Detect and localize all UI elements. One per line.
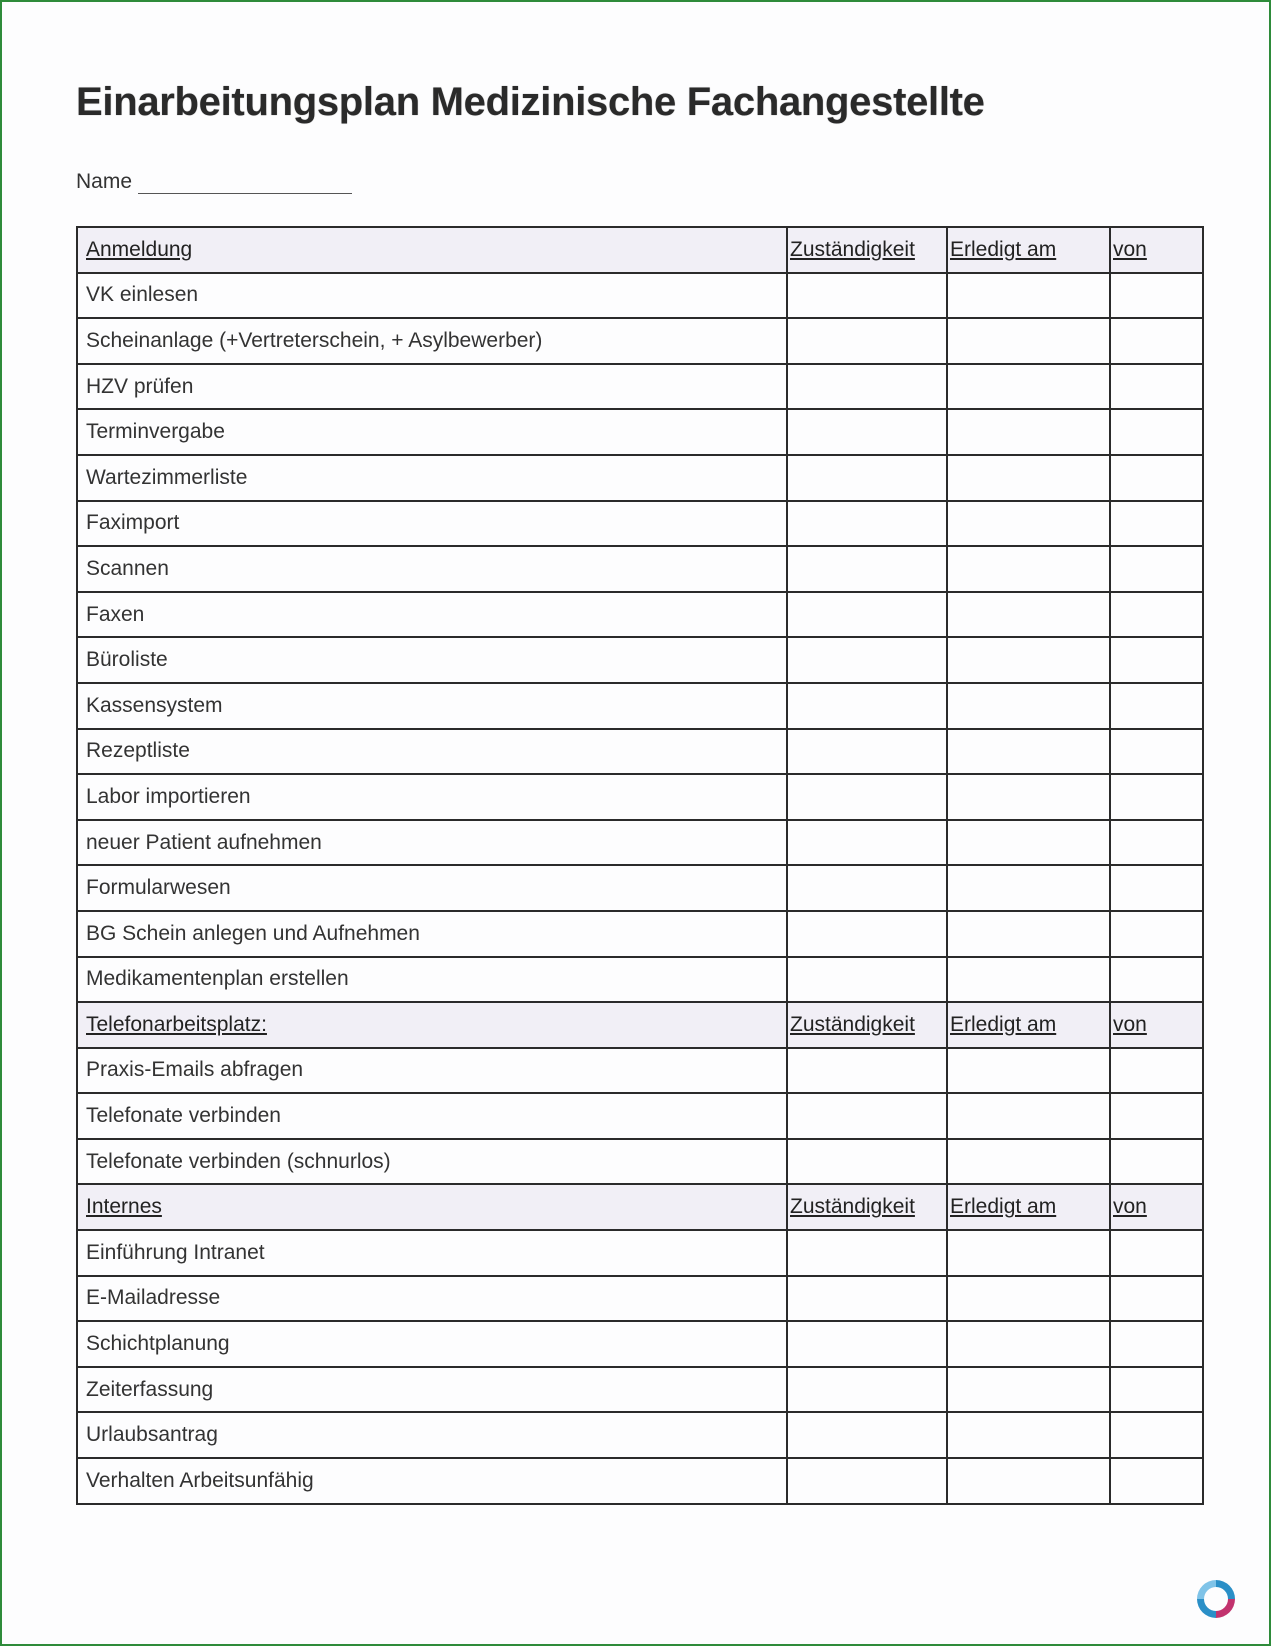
done-date-cell[interactable]	[947, 501, 1110, 547]
responsibility-cell[interactable]	[787, 592, 947, 638]
task-label: Büroliste	[77, 637, 787, 683]
task-label: Telefonate verbinden (schnurlos)	[77, 1139, 787, 1185]
done-date-cell[interactable]	[947, 1321, 1110, 1367]
task-label: Wartezimmerliste	[77, 455, 787, 501]
by-cell[interactable]	[1110, 637, 1203, 683]
task-label: Scheinanlage (+Vertreterschein, + Asylbewerber)	[77, 318, 787, 364]
table-row	[77, 820, 1203, 866]
done-date-cell[interactable]	[947, 1276, 1110, 1322]
table-row	[77, 1276, 1203, 1322]
table-row	[77, 455, 1203, 501]
task-label: Einführung Intranet	[77, 1230, 787, 1276]
task-label: BG Schein anlegen und Aufnehmen	[77, 911, 787, 957]
table-row	[77, 729, 1203, 775]
table-row	[77, 1048, 1203, 1094]
responsibility-cell[interactable]	[787, 318, 947, 364]
by-cell[interactable]	[1110, 1139, 1203, 1185]
done-date-cell[interactable]	[947, 1412, 1110, 1458]
responsibility-cell[interactable]	[787, 1048, 947, 1094]
done-date-cell[interactable]	[947, 318, 1110, 364]
task-label: Formularwesen	[77, 865, 787, 911]
table-row	[77, 364, 1203, 410]
responsibility-cell[interactable]	[787, 1367, 947, 1413]
by-cell[interactable]	[1110, 820, 1203, 866]
by-cell[interactable]	[1110, 1048, 1203, 1094]
responsibility-cell[interactable]	[787, 546, 947, 592]
column-header-done-date: Erledigt am	[947, 1184, 1110, 1230]
by-cell[interactable]	[1110, 1412, 1203, 1458]
done-date-cell[interactable]	[947, 1093, 1110, 1139]
task-label: Urlaubsantrag	[77, 1412, 787, 1458]
table-row	[77, 546, 1203, 592]
by-cell[interactable]	[1110, 1321, 1203, 1367]
column-header-by: von	[1110, 1184, 1203, 1230]
responsibility-cell[interactable]	[787, 865, 947, 911]
responsibility-cell[interactable]	[787, 1139, 947, 1185]
done-date-cell[interactable]	[947, 1458, 1110, 1504]
table-row	[77, 1458, 1203, 1504]
by-cell[interactable]	[1110, 1230, 1203, 1276]
section-title: Telefonarbeitsplatz:	[77, 1002, 787, 1048]
responsibility-cell[interactable]	[787, 455, 947, 501]
task-label: Scannen	[77, 546, 787, 592]
done-date-cell[interactable]	[947, 729, 1110, 775]
responsibility-cell[interactable]	[787, 1230, 947, 1276]
task-label: Schichtplanung	[77, 1321, 787, 1367]
responsibility-cell[interactable]	[787, 1412, 947, 1458]
responsibility-cell[interactable]	[787, 957, 947, 1003]
column-header-responsibility: Zuständigkeit	[787, 227, 947, 273]
table-row	[77, 273, 1203, 319]
done-date-cell[interactable]	[947, 637, 1110, 683]
by-cell[interactable]	[1110, 1093, 1203, 1139]
table-row	[77, 1139, 1203, 1185]
task-label: VK einlesen	[77, 273, 787, 319]
table-row	[77, 1412, 1203, 1458]
task-label: Terminvergabe	[77, 409, 787, 455]
circular-arrows-logo-icon	[1193, 1576, 1239, 1622]
responsibility-cell[interactable]	[787, 501, 947, 547]
responsibility-cell[interactable]	[787, 1321, 947, 1367]
section-title: Anmeldung	[77, 227, 787, 273]
table-row	[77, 1321, 1203, 1367]
by-cell[interactable]	[1110, 729, 1203, 775]
task-label: E-Mailadresse	[77, 1276, 787, 1322]
column-header-by: von	[1110, 1002, 1203, 1048]
table-row	[77, 865, 1203, 911]
done-date-cell[interactable]	[947, 683, 1110, 729]
task-label: neuer Patient aufnehmen	[77, 820, 787, 866]
done-date-cell[interactable]	[947, 820, 1110, 866]
task-label: Faximport	[77, 501, 787, 547]
section-header-row	[77, 1002, 1203, 1048]
responsibility-cell[interactable]	[787, 820, 947, 866]
task-label: Rezeptliste	[77, 729, 787, 775]
table-row	[77, 409, 1203, 455]
task-label: Medikamentenplan erstellen	[77, 957, 787, 1003]
responsibility-cell[interactable]	[787, 273, 947, 319]
section-title: Internes	[77, 1184, 787, 1230]
responsibility-cell[interactable]	[787, 1276, 947, 1322]
section-header-row	[77, 1184, 1203, 1230]
name-field-row	[76, 170, 352, 194]
by-cell[interactable]	[1110, 774, 1203, 820]
done-date-cell[interactable]	[947, 1230, 1110, 1276]
responsibility-cell[interactable]	[787, 1458, 947, 1504]
table-row	[77, 1230, 1203, 1276]
done-date-cell[interactable]	[947, 1367, 1110, 1413]
by-cell[interactable]	[1110, 409, 1203, 455]
table-row	[77, 911, 1203, 957]
responsibility-cell[interactable]	[787, 409, 947, 455]
responsibility-cell[interactable]	[787, 683, 947, 729]
by-cell[interactable]	[1110, 501, 1203, 547]
responsibility-cell[interactable]	[787, 729, 947, 775]
task-label: Verhalten Arbeitsunfähig	[77, 1458, 787, 1504]
done-date-cell[interactable]	[947, 546, 1110, 592]
by-cell[interactable]	[1110, 957, 1203, 1003]
onboarding-table	[76, 226, 1204, 1505]
page-title: Einarbeitungsplan Medizinische Fachangestellte	[76, 80, 985, 124]
column-header-done-date: Erledigt am	[947, 227, 1110, 273]
done-date-cell[interactable]	[947, 592, 1110, 638]
by-cell[interactable]	[1110, 1458, 1203, 1504]
by-cell[interactable]	[1110, 865, 1203, 911]
responsibility-cell[interactable]	[787, 774, 947, 820]
name-label: Name	[76, 170, 133, 193]
table-row	[77, 637, 1203, 683]
by-cell[interactable]	[1110, 683, 1203, 729]
table-row	[77, 683, 1203, 729]
task-label: Labor importieren	[77, 774, 787, 820]
table-row	[77, 774, 1203, 820]
responsibility-cell[interactable]	[787, 364, 947, 410]
table-row	[77, 957, 1203, 1003]
name-input-line[interactable]	[138, 171, 352, 194]
table-row	[77, 501, 1203, 547]
column-header-by: von	[1110, 227, 1203, 273]
column-header-done-date: Erledigt am	[947, 1002, 1110, 1048]
done-date-cell[interactable]	[947, 409, 1110, 455]
by-cell[interactable]	[1110, 364, 1203, 410]
by-cell[interactable]	[1110, 1367, 1203, 1413]
by-cell[interactable]	[1110, 318, 1203, 364]
responsibility-cell[interactable]	[787, 637, 947, 683]
done-date-cell[interactable]	[947, 273, 1110, 319]
done-date-cell[interactable]	[947, 774, 1110, 820]
by-cell[interactable]	[1110, 455, 1203, 501]
task-label: Faxen	[77, 592, 787, 638]
done-date-cell[interactable]	[947, 455, 1110, 501]
responsibility-cell[interactable]	[787, 1093, 947, 1139]
task-label: HZV prüfen	[77, 364, 787, 410]
done-date-cell[interactable]	[947, 364, 1110, 410]
by-cell[interactable]	[1110, 546, 1203, 592]
done-date-cell[interactable]	[947, 911, 1110, 957]
done-date-cell[interactable]	[947, 1139, 1110, 1185]
done-date-cell[interactable]	[947, 865, 1110, 911]
section-header-row	[77, 227, 1203, 273]
done-date-cell[interactable]	[947, 1048, 1110, 1094]
column-header-responsibility: Zuständigkeit	[787, 1184, 947, 1230]
table-row	[77, 318, 1203, 364]
table-row	[77, 1093, 1203, 1139]
task-label: Zeiterfassung	[77, 1367, 787, 1413]
by-cell[interactable]	[1110, 592, 1203, 638]
by-cell[interactable]	[1110, 911, 1203, 957]
task-label: Praxis-Emails abfragen	[77, 1048, 787, 1094]
table-row	[77, 1367, 1203, 1413]
responsibility-cell[interactable]	[787, 911, 947, 957]
by-cell[interactable]	[1110, 273, 1203, 319]
table-row	[77, 592, 1203, 638]
task-label: Kassensystem	[77, 683, 787, 729]
done-date-cell[interactable]	[947, 957, 1110, 1003]
by-cell[interactable]	[1110, 1276, 1203, 1322]
task-label: Telefonate verbinden	[77, 1093, 787, 1139]
column-header-responsibility: Zuständigkeit	[787, 1002, 947, 1048]
